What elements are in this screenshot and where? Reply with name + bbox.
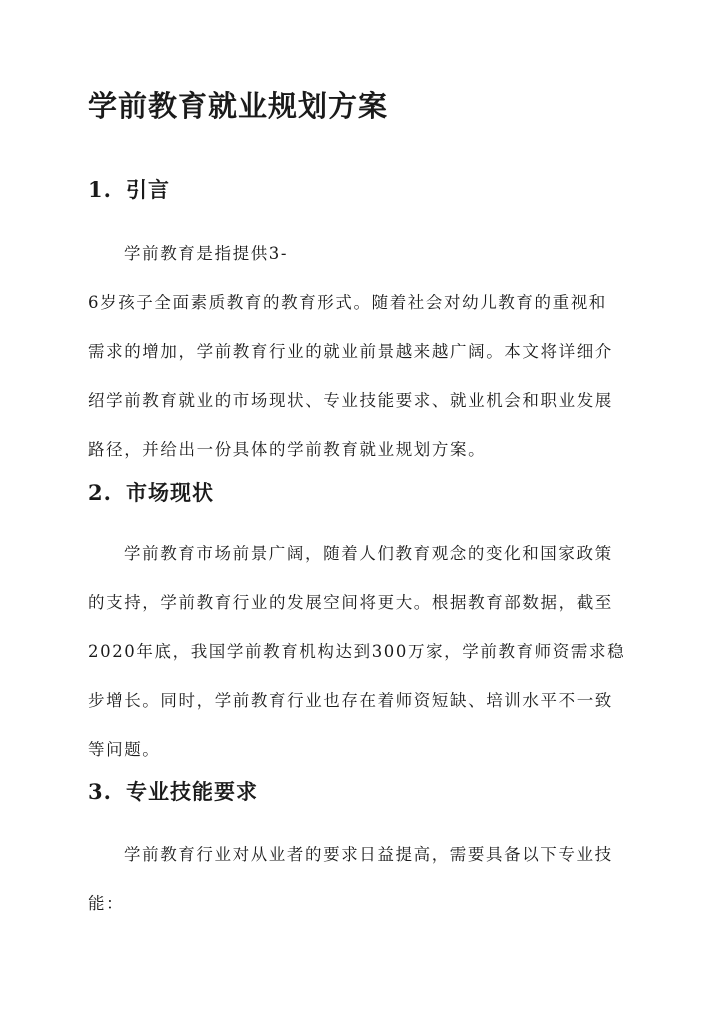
paragraph-line: 能： <box>88 894 125 913</box>
section-paragraph-skills <box>88 830 633 928</box>
paragraph-line: 6岁孩子全面素质教育的教育形式。随着社会对幼儿教育的重视和 <box>88 293 607 312</box>
section-heading-intro <box>88 174 170 204</box>
paragraph-line: 学前教育是指提供3- <box>124 244 289 263</box>
section-number: 1. <box>88 177 112 202</box>
paragraph-line: 学前教育市场前景广阔，随着人们教育观念的变化和国家政策 <box>124 544 613 563</box>
paragraph-line: 步增长。同时，学前教育行业也存在着师资短缺、培训水平不一致 <box>88 691 613 710</box>
paragraph-line: 2020年底，我国学前教育机构达到300万家，学前教育师资需求稳 <box>88 642 626 661</box>
section-title: 引言 <box>126 177 170 202</box>
section-number: 3. <box>88 779 112 804</box>
section-heading-skills <box>88 776 258 806</box>
paragraph-line: 等问题。 <box>88 740 161 759</box>
section-paragraph-market <box>88 529 633 774</box>
paragraph-line: 路径，并给出一份具体的学前教育就业规划方案。 <box>88 440 487 459</box>
paragraph-line: 学前教育行业对从业者的要求日益提高，需要具备以下专业技 <box>124 845 613 864</box>
paragraph-line: 需求的增加，学前教育行业的就业前景越来越广阔。本文将详细介 <box>88 342 613 361</box>
section-title: 专业技能要求 <box>126 779 258 804</box>
section-number: 2. <box>88 480 112 505</box>
section-heading-market <box>88 477 214 507</box>
section-paragraph-intro <box>88 229 633 474</box>
document-title: 学前教育就业规划方案 <box>88 89 389 123</box>
section-title: 市场现状 <box>126 480 214 505</box>
paragraph-line: 绍学前教育就业的市场现状、专业技能要求、就业机会和职业发展 <box>88 391 613 410</box>
paragraph-line: 的支持，学前教育行业的发展空间将更大。根据教育部数据，截至 <box>88 593 613 612</box>
